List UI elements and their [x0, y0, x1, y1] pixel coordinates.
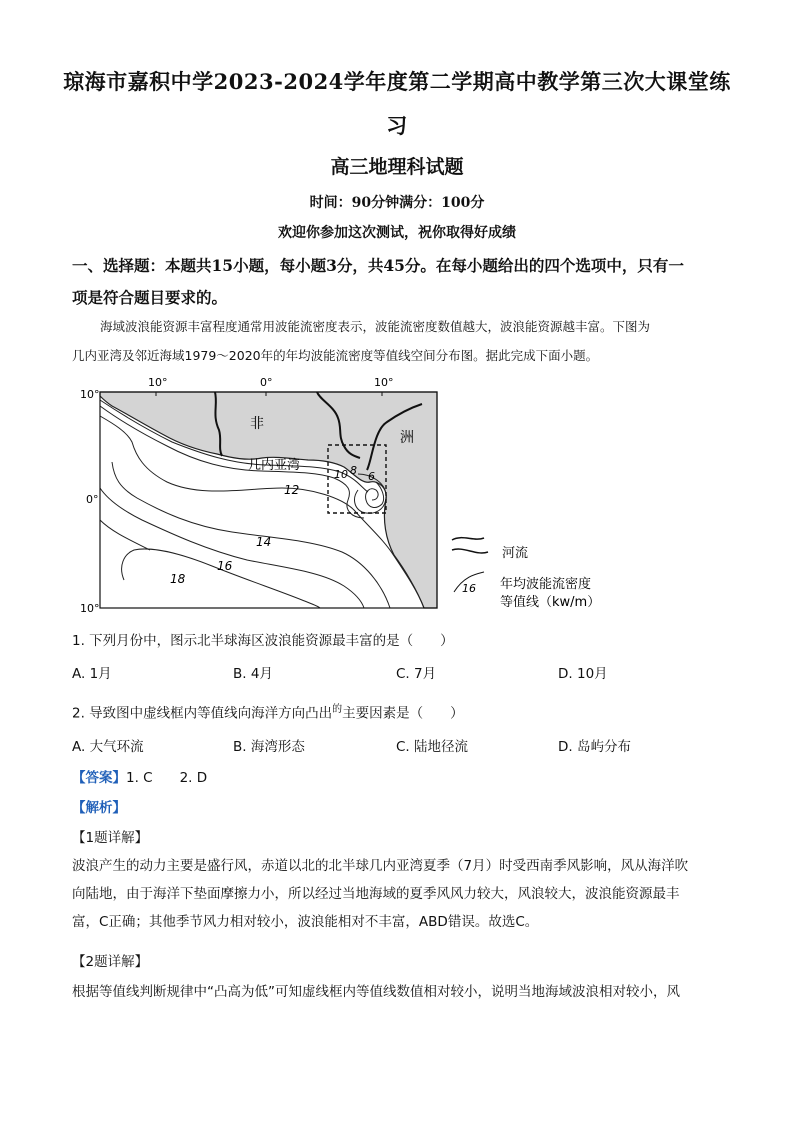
- lon-label-west: 10°: [148, 376, 168, 389]
- answer-label: 【答案】: [72, 770, 126, 786]
- q1-option-b: B. 4月: [233, 666, 273, 682]
- detail-2-line-1: 根据等值线判断规律中“凸高为低”可知虚线框内等值线数值相对较小，说明当地海域波浪相对较小，风: [72, 984, 680, 1000]
- isoline-label-14: 14: [256, 535, 272, 549]
- lat-label-equator: 0°: [86, 493, 99, 506]
- intro-line1: 海域波浪能资源丰富程度通常用波能流密度表示，波能流密度数值越大，波浪能资源越丰富。下图为: [100, 319, 651, 334]
- legend-river-label: 河流: [502, 546, 529, 561]
- section-heading: [72, 250, 722, 314]
- isoline-label-18: 18: [170, 572, 186, 586]
- section-heading-line1: 一、选择题：本题共15小题，每小题3分，共45分。在每小题给出的四个选项中，只有一: [72, 256, 684, 275]
- isoline-label-16: 16: [217, 559, 233, 573]
- section-heading-line2: 项是符合题目要求的。: [72, 288, 228, 307]
- q2-stem-part2: 主要因素是（ ）: [342, 705, 464, 722]
- legend-isoline-label-1: 年均波能流密度: [500, 577, 592, 592]
- legend-river-icon: [452, 538, 488, 553]
- lon-label-east: 10°: [374, 376, 394, 389]
- analysis-label: 【解析】: [72, 800, 126, 816]
- q2-option-d: D. 岛屿分布: [558, 739, 631, 755]
- isoline-label-8: 8: [350, 464, 357, 477]
- q1-option-a: A. 1月: [72, 666, 112, 682]
- question-1-stem: 1. 下列月份中，图示北半球海区波浪能资源最丰富的是（ ）: [72, 633, 454, 649]
- intro-paragraph: [72, 312, 722, 370]
- detail-2-label: 【2题详解】: [72, 954, 149, 970]
- continent-label-right: 洲: [400, 430, 414, 446]
- detail-1-heading: [72, 826, 148, 846]
- lon-label-zero: 0°: [260, 376, 273, 389]
- legend-isoline-label-2: 等值线（kw/m）: [500, 595, 601, 610]
- detail-1-line-2: 向陆地，由于海洋下垫面摩擦力小，所以经过当地海域的夏季风风力较大，风浪较大，波浪能资源最丰: [72, 886, 680, 902]
- time-info: 时间：90分钟满分：100分: [309, 195, 485, 211]
- q1-option-c: C. 7月: [396, 666, 437, 682]
- q2-option-a: A. 大气环流: [72, 739, 144, 755]
- isoline-label-10: 10: [334, 468, 348, 481]
- question-2-stem: [72, 700, 464, 722]
- exam-title-line2: 习: [386, 113, 408, 138]
- welcome-text: 欢迎你参加这次测试，祝你取得好成绩: [278, 225, 516, 241]
- isoline-label-6: 6: [368, 470, 375, 483]
- detail-2-heading: [72, 950, 148, 970]
- analysis-heading: [72, 796, 126, 816]
- lat-label-north: 10°: [80, 388, 100, 401]
- q2-option-b: B. 海湾形态: [233, 739, 305, 755]
- isoline-label-12: 12: [284, 483, 300, 497]
- exam-title-line1: 琼海市嘉积中学2023-2024学年度第二学期高中教学第三次大课堂练: [63, 69, 731, 94]
- intro-line2: 几内亚湾及邻近海域1979～2020年的年均波能流密度等值线空间分布图。据此完成下面小题。: [72, 348, 599, 363]
- q2-stem-part1: 2. 导致图中虚线框内等值线向海洋方向凸出: [72, 705, 333, 722]
- guinea-gulf-map: [72, 370, 632, 620]
- legend-isoline-value: 16: [462, 582, 476, 595]
- detail-1-label: 【1题详解】: [72, 830, 149, 846]
- continent-label-left: 非: [250, 416, 264, 432]
- q2-stem-small: 的: [332, 704, 343, 715]
- detail-2-text: [72, 978, 722, 1006]
- q2-option-c: C. 陆地径流: [396, 739, 469, 755]
- answer-text: 1. C 2. D: [126, 770, 208, 786]
- q1-option-d: D. 10月: [558, 666, 608, 682]
- gulf-label: 几内亚湾: [248, 458, 301, 473]
- exam-subtitle: 高三地理科试题: [330, 156, 464, 178]
- detail-1-line-1: 波浪产生的动力主要是盛行风，赤道以北的北半球几内亚湾夏季（7月）时受西南季风影响，风从海洋吹: [72, 858, 689, 874]
- answer-line: [72, 766, 207, 786]
- lat-label-south: 10°: [80, 602, 100, 615]
- detail-1-line-3: 富，C正确；其他季节风力相对较小，波浪能相对不丰富，ABD错误。故选C。: [72, 914, 539, 930]
- detail-1-text: [72, 852, 722, 936]
